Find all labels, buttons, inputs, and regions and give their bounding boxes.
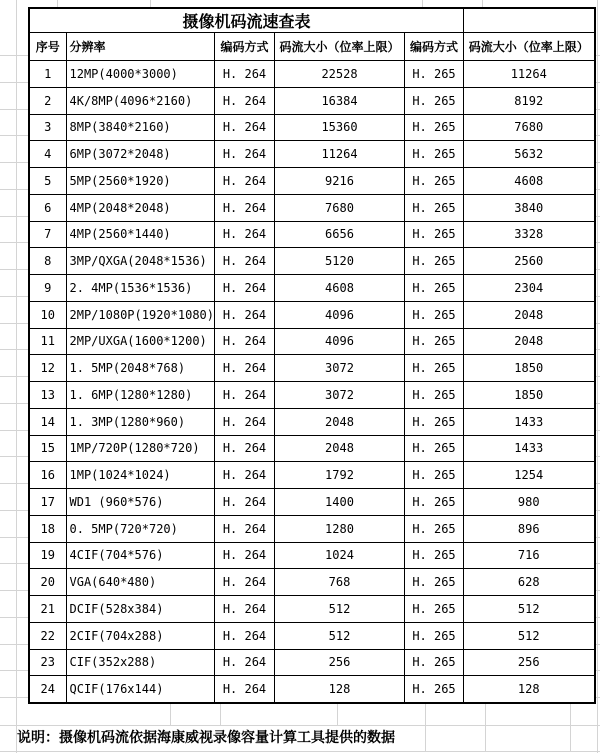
cell-encoding-h265[interactable]: H. 265 (405, 515, 464, 542)
cell-resolution[interactable]: 1. 3MP(1280*960) (66, 408, 215, 435)
cell-bitrate-h264[interactable]: 512 (275, 622, 405, 649)
gridline (422, 0, 423, 7)
cell-index[interactable]: 1 (29, 61, 66, 88)
cell-index[interactable]: 13 (29, 382, 66, 409)
cell-encoding-h264[interactable]: H. 264 (215, 542, 275, 569)
cell-bitrate-h265[interactable]: 11264 (464, 61, 595, 88)
cell-index[interactable]: 21 (29, 596, 66, 623)
cell-encoding-h265[interactable]: H. 265 (405, 114, 464, 141)
cell-resolution[interactable]: 5MP(2560*1920) (66, 168, 215, 195)
cell-resolution[interactable]: 4K/8MP(4096*2160) (66, 87, 215, 114)
gridline (0, 135, 28, 136)
cell-encoding-h264[interactable]: H. 264 (215, 596, 275, 623)
table-row (29, 676, 595, 703)
gridline (0, 644, 28, 645)
cell-bitrate-h265[interactable]: 4608 (464, 168, 595, 195)
cell-bitrate-h264[interactable]: 5120 (275, 248, 405, 275)
cell-bitrate-h264[interactable]: 7680 (275, 194, 405, 221)
title-row-empty-cell[interactable] (464, 8, 595, 33)
cell-resolution[interactable]: 6MP(3072*2048) (66, 141, 215, 168)
cell-encoding-h264[interactable]: H. 264 (215, 87, 275, 114)
table-row (29, 542, 595, 569)
note-text: 说明：摄像机码流依据海康威视录像容量计算工具提供的数据 (17, 730, 395, 746)
table-row (29, 301, 595, 328)
cell-encoding-h264[interactable]: H. 264 (215, 569, 275, 596)
cell-resolution[interactable]: DCIF(528x384) (66, 596, 215, 623)
gridline (57, 0, 58, 7)
cell-index[interactable]: 17 (29, 489, 66, 516)
table-row (29, 355, 595, 382)
gridline (0, 376, 28, 377)
cell-bitrate-h264[interactable]: 22528 (275, 61, 405, 88)
cell-bitrate-h265[interactable]: 1433 (464, 408, 595, 435)
cell-encoding-h265[interactable]: H. 265 (405, 301, 464, 328)
cell-bitrate-h265[interactable]: 2304 (464, 275, 595, 302)
cell-encoding-h264[interactable]: H. 264 (215, 435, 275, 462)
cell-bitrate-h264[interactable]: 4096 (275, 328, 405, 355)
gridline (0, 323, 28, 324)
cell-bitrate-h265[interactable]: 3840 (464, 194, 595, 221)
cell-index[interactable]: 7 (29, 221, 66, 248)
cell-resolution[interactable]: CIF(352x288) (66, 649, 215, 676)
note-row (0, 725, 600, 751)
cell-encoding-h265[interactable]: H. 265 (405, 676, 464, 703)
cell-resolution[interactable]: 1. 5MP(2048*768) (66, 355, 215, 382)
cell-index[interactable]: 5 (29, 168, 66, 195)
cell-bitrate-h264[interactable]: 16384 (275, 87, 405, 114)
cell-encoding-h265[interactable]: H. 265 (405, 168, 464, 195)
cell-encoding-h264[interactable]: H. 264 (215, 489, 275, 516)
gridline (0, 296, 28, 297)
cell-bitrate-h265[interactable]: 2560 (464, 248, 595, 275)
gridline (482, 0, 483, 7)
gridline (0, 563, 28, 564)
cell-index[interactable]: 20 (29, 569, 66, 596)
cell-encoding-h264[interactable]: H. 264 (215, 275, 275, 302)
cell-bitrate-h265[interactable]: 2048 (464, 328, 595, 355)
cell-encoding-h264[interactable]: H. 264 (215, 676, 275, 703)
cell-resolution[interactable]: 4CIF(704*576) (66, 542, 215, 569)
cell-bitrate-h264[interactable]: 11264 (275, 141, 405, 168)
table-row (29, 569, 595, 596)
cell-encoding-h265[interactable]: H. 265 (405, 542, 464, 569)
gridline (0, 483, 28, 484)
cell-encoding-h264[interactable]: H. 264 (215, 248, 275, 275)
cell-encoding-h265[interactable]: H. 265 (405, 87, 464, 114)
cell-encoding-h265[interactable]: H. 265 (405, 194, 464, 221)
table-row (29, 248, 595, 275)
cell-bitrate-h265[interactable]: 1850 (464, 355, 595, 382)
cell-resolution[interactable]: QCIF(176x144) (66, 676, 215, 703)
cell-index[interactable]: 24 (29, 676, 66, 703)
gridline (0, 55, 28, 56)
cell-resolution[interactable]: 0. 5MP(720*720) (66, 515, 215, 542)
table-row (29, 328, 595, 355)
col-header-encoding-h265[interactable]: 编码方式 (405, 33, 464, 61)
cell-bitrate-h264[interactable]: 512 (275, 596, 405, 623)
cell-bitrate-h265[interactable]: 1433 (464, 435, 595, 462)
cell-encoding-h264[interactable]: H. 264 (215, 301, 275, 328)
cell-encoding-h265[interactable]: H. 265 (405, 328, 464, 355)
cell-resolution[interactable]: 2. 4MP(1536*1536) (66, 275, 215, 302)
cell-encoding-h264[interactable]: H. 264 (215, 221, 275, 248)
cell-bitrate-h265[interactable]: 2048 (464, 301, 595, 328)
cell-encoding-h265[interactable]: H. 265 (405, 622, 464, 649)
cell-resolution[interactable]: 3MP/QXGA(2048*1536) (66, 248, 215, 275)
table-title: 摄像机码流速查表 (29, 8, 464, 33)
gridline (0, 537, 28, 538)
cell-resolution[interactable]: 2MP/UXGA(1600*1200) (66, 328, 215, 355)
cell-bitrate-h264[interactable]: 128 (275, 676, 405, 703)
gridline (0, 590, 28, 591)
cell-bitrate-h265[interactable]: 628 (464, 569, 595, 596)
cell-bitrate-h265[interactable]: 3328 (464, 221, 595, 248)
cell-encoding-h265[interactable]: H. 265 (405, 489, 464, 516)
gridline (0, 242, 28, 243)
cell-resolution[interactable]: 4MP(2048*2048) (66, 194, 215, 221)
cell-bitrate-h265[interactable]: 512 (464, 622, 595, 649)
cell-index[interactable]: 9 (29, 275, 66, 302)
cell-bitrate-h264[interactable]: 768 (275, 569, 405, 596)
table-row (29, 141, 595, 168)
cell-index[interactable]: 22 (29, 622, 66, 649)
cell-index[interactable]: 14 (29, 408, 66, 435)
cell-bitrate-h264[interactable]: 2048 (275, 408, 405, 435)
cell-bitrate-h264[interactable]: 4096 (275, 301, 405, 328)
cell-encoding-h264[interactable]: H. 264 (215, 408, 275, 435)
gridline (0, 349, 28, 350)
cell-bitrate-h265[interactable]: 128 (464, 676, 595, 703)
cell-encoding-h265[interactable]: H. 265 (405, 569, 464, 596)
cell-encoding-h264[interactable]: H. 264 (215, 382, 275, 409)
col-header-bitrate-h264[interactable]: 码流大小（位率上限） (275, 33, 405, 61)
cell-bitrate-h264[interactable]: 6656 (275, 221, 405, 248)
bitrate-table (28, 7, 596, 704)
col-header-bitrate-h265[interactable]: 码流大小（位率上限） (464, 33, 595, 61)
table-row (29, 515, 595, 542)
cell-encoding-h265[interactable]: H. 265 (405, 248, 464, 275)
cell-resolution[interactable]: WD1 (960*576) (66, 489, 215, 516)
cell-encoding-h264[interactable]: H. 264 (215, 462, 275, 489)
gridline (0, 189, 28, 190)
cell-bitrate-h264[interactable]: 1280 (275, 515, 405, 542)
table-row (29, 382, 595, 409)
cell-bitrate-h264[interactable]: 1024 (275, 542, 405, 569)
table-row (29, 275, 595, 302)
cell-index[interactable]: 4 (29, 141, 66, 168)
cell-bitrate-h264[interactable]: 4608 (275, 275, 405, 302)
cell-index[interactable]: 23 (29, 649, 66, 676)
cell-encoding-h264[interactable]: H. 264 (215, 622, 275, 649)
col-header-resolution[interactable]: 分辨率 (66, 33, 215, 61)
gridline (0, 510, 28, 511)
cell-index[interactable]: 16 (29, 462, 66, 489)
cell-resolution[interactable]: 8MP(3840*2160) (66, 114, 215, 141)
cell-resolution[interactable]: 1MP(1024*1024) (66, 462, 215, 489)
cell-index[interactable]: 12 (29, 355, 66, 382)
cell-encoding-h264[interactable]: H. 264 (215, 194, 275, 221)
gridline (0, 269, 28, 270)
cell-bitrate-h265[interactable]: 5632 (464, 141, 595, 168)
gridline (0, 617, 28, 618)
cell-encoding-h265[interactable]: H. 265 (405, 649, 464, 676)
table-row (29, 489, 595, 516)
table-row (29, 435, 595, 462)
cell-encoding-h265[interactable]: H. 265 (405, 61, 464, 88)
table-row (29, 87, 595, 114)
cell-bitrate-h264[interactable]: 3072 (275, 382, 405, 409)
cell-index[interactable]: 6 (29, 194, 66, 221)
gridline (0, 403, 28, 404)
gridline (0, 216, 28, 217)
gridline (0, 109, 28, 110)
cell-bitrate-h265[interactable]: 256 (464, 649, 595, 676)
gridline (0, 456, 28, 457)
table-row (29, 649, 595, 676)
gridline (150, 0, 151, 7)
gridline (0, 162, 28, 163)
cell-resolution[interactable]: 2CIF(704x288) (66, 622, 215, 649)
cell-index[interactable]: 15 (29, 435, 66, 462)
cell-encoding-h264[interactable]: H. 264 (215, 61, 275, 88)
cell-resolution[interactable]: 4MP(2560*1440) (66, 221, 215, 248)
gridline (0, 430, 28, 431)
table-row (29, 194, 595, 221)
cell-bitrate-h265[interactable]: 512 (464, 596, 595, 623)
cell-encoding-h265[interactable]: H. 265 (405, 408, 464, 435)
cell-index[interactable]: 10 (29, 301, 66, 328)
cell-resolution[interactable]: VGA(640*480) (66, 569, 215, 596)
cell-resolution[interactable]: 1MP/720P(1280*720) (66, 435, 215, 462)
cell-encoding-h264[interactable]: H. 264 (215, 141, 275, 168)
cell-encoding-h264[interactable]: H. 264 (215, 328, 275, 355)
cell-index[interactable]: 2 (29, 87, 66, 114)
table-row (29, 596, 595, 623)
cell-index[interactable]: 3 (29, 114, 66, 141)
cell-bitrate-h265[interactable]: 8192 (464, 87, 595, 114)
gridline (0, 751, 600, 752)
cell-encoding-h265[interactable]: H. 265 (405, 462, 464, 489)
cell-encoding-h265[interactable]: H. 265 (405, 382, 464, 409)
cell-bitrate-h264[interactable]: 3072 (275, 355, 405, 382)
col-header-index[interactable]: 序号 (29, 33, 66, 61)
table-row (29, 61, 595, 88)
cell-resolution[interactable]: 2MP/1080P(1920*1080) (66, 301, 215, 328)
cell-bitrate-h264[interactable]: 9216 (275, 168, 405, 195)
cell-bitrate-h265[interactable]: 896 (464, 515, 595, 542)
gridline (0, 697, 28, 698)
cell-bitrate-h264[interactable]: 2048 (275, 435, 405, 462)
cell-bitrate-h264[interactable]: 256 (275, 649, 405, 676)
table-header-row (29, 33, 595, 61)
cell-encoding-h264[interactable]: H. 264 (215, 114, 275, 141)
cell-bitrate-h265[interactable]: 716 (464, 542, 595, 569)
table-row (29, 114, 595, 141)
cell-bitrate-h264[interactable]: 1400 (275, 489, 405, 516)
cell-bitrate-h265[interactable]: 1254 (464, 462, 595, 489)
cell-resolution[interactable]: 1. 6MP(1280*1280) (66, 382, 215, 409)
table-row (29, 622, 595, 649)
cell-encoding-h265[interactable]: H. 265 (405, 141, 464, 168)
table-row (29, 462, 595, 489)
cell-bitrate-h264[interactable]: 15360 (275, 114, 405, 141)
cell-bitrate-h265[interactable]: 1850 (464, 382, 595, 409)
gridline (0, 670, 28, 671)
cell-encoding-h264[interactable]: H. 264 (215, 649, 275, 676)
cell-index[interactable]: 19 (29, 542, 66, 569)
cell-encoding-h265[interactable]: H. 265 (405, 596, 464, 623)
cell-encoding-h265[interactable]: H. 265 (405, 355, 464, 382)
table-row (29, 408, 595, 435)
cell-bitrate-h265[interactable]: 7680 (464, 114, 595, 141)
cell-encoding-h265[interactable]: H. 265 (405, 221, 464, 248)
cell-resolution[interactable]: 12MP(4000*3000) (66, 61, 215, 88)
cell-encoding-h264[interactable]: H. 264 (215, 355, 275, 382)
cell-index[interactable]: 11 (29, 328, 66, 355)
table-title-row (29, 8, 595, 33)
table-row (29, 168, 595, 195)
cell-index[interactable]: 18 (29, 515, 66, 542)
cell-bitrate-h264[interactable]: 1792 (275, 462, 405, 489)
cell-index[interactable]: 8 (29, 248, 66, 275)
cell-encoding-h264[interactable]: H. 264 (215, 515, 275, 542)
col-header-encoding-h264[interactable]: 编码方式 (215, 33, 275, 61)
cell-encoding-h265[interactable]: H. 265 (405, 275, 464, 302)
cell-encoding-h264[interactable]: H. 264 (215, 168, 275, 195)
cell-encoding-h265[interactable]: H. 265 (405, 435, 464, 462)
cell-bitrate-h265[interactable]: 980 (464, 489, 595, 516)
gridline (0, 82, 28, 83)
table-row (29, 221, 595, 248)
